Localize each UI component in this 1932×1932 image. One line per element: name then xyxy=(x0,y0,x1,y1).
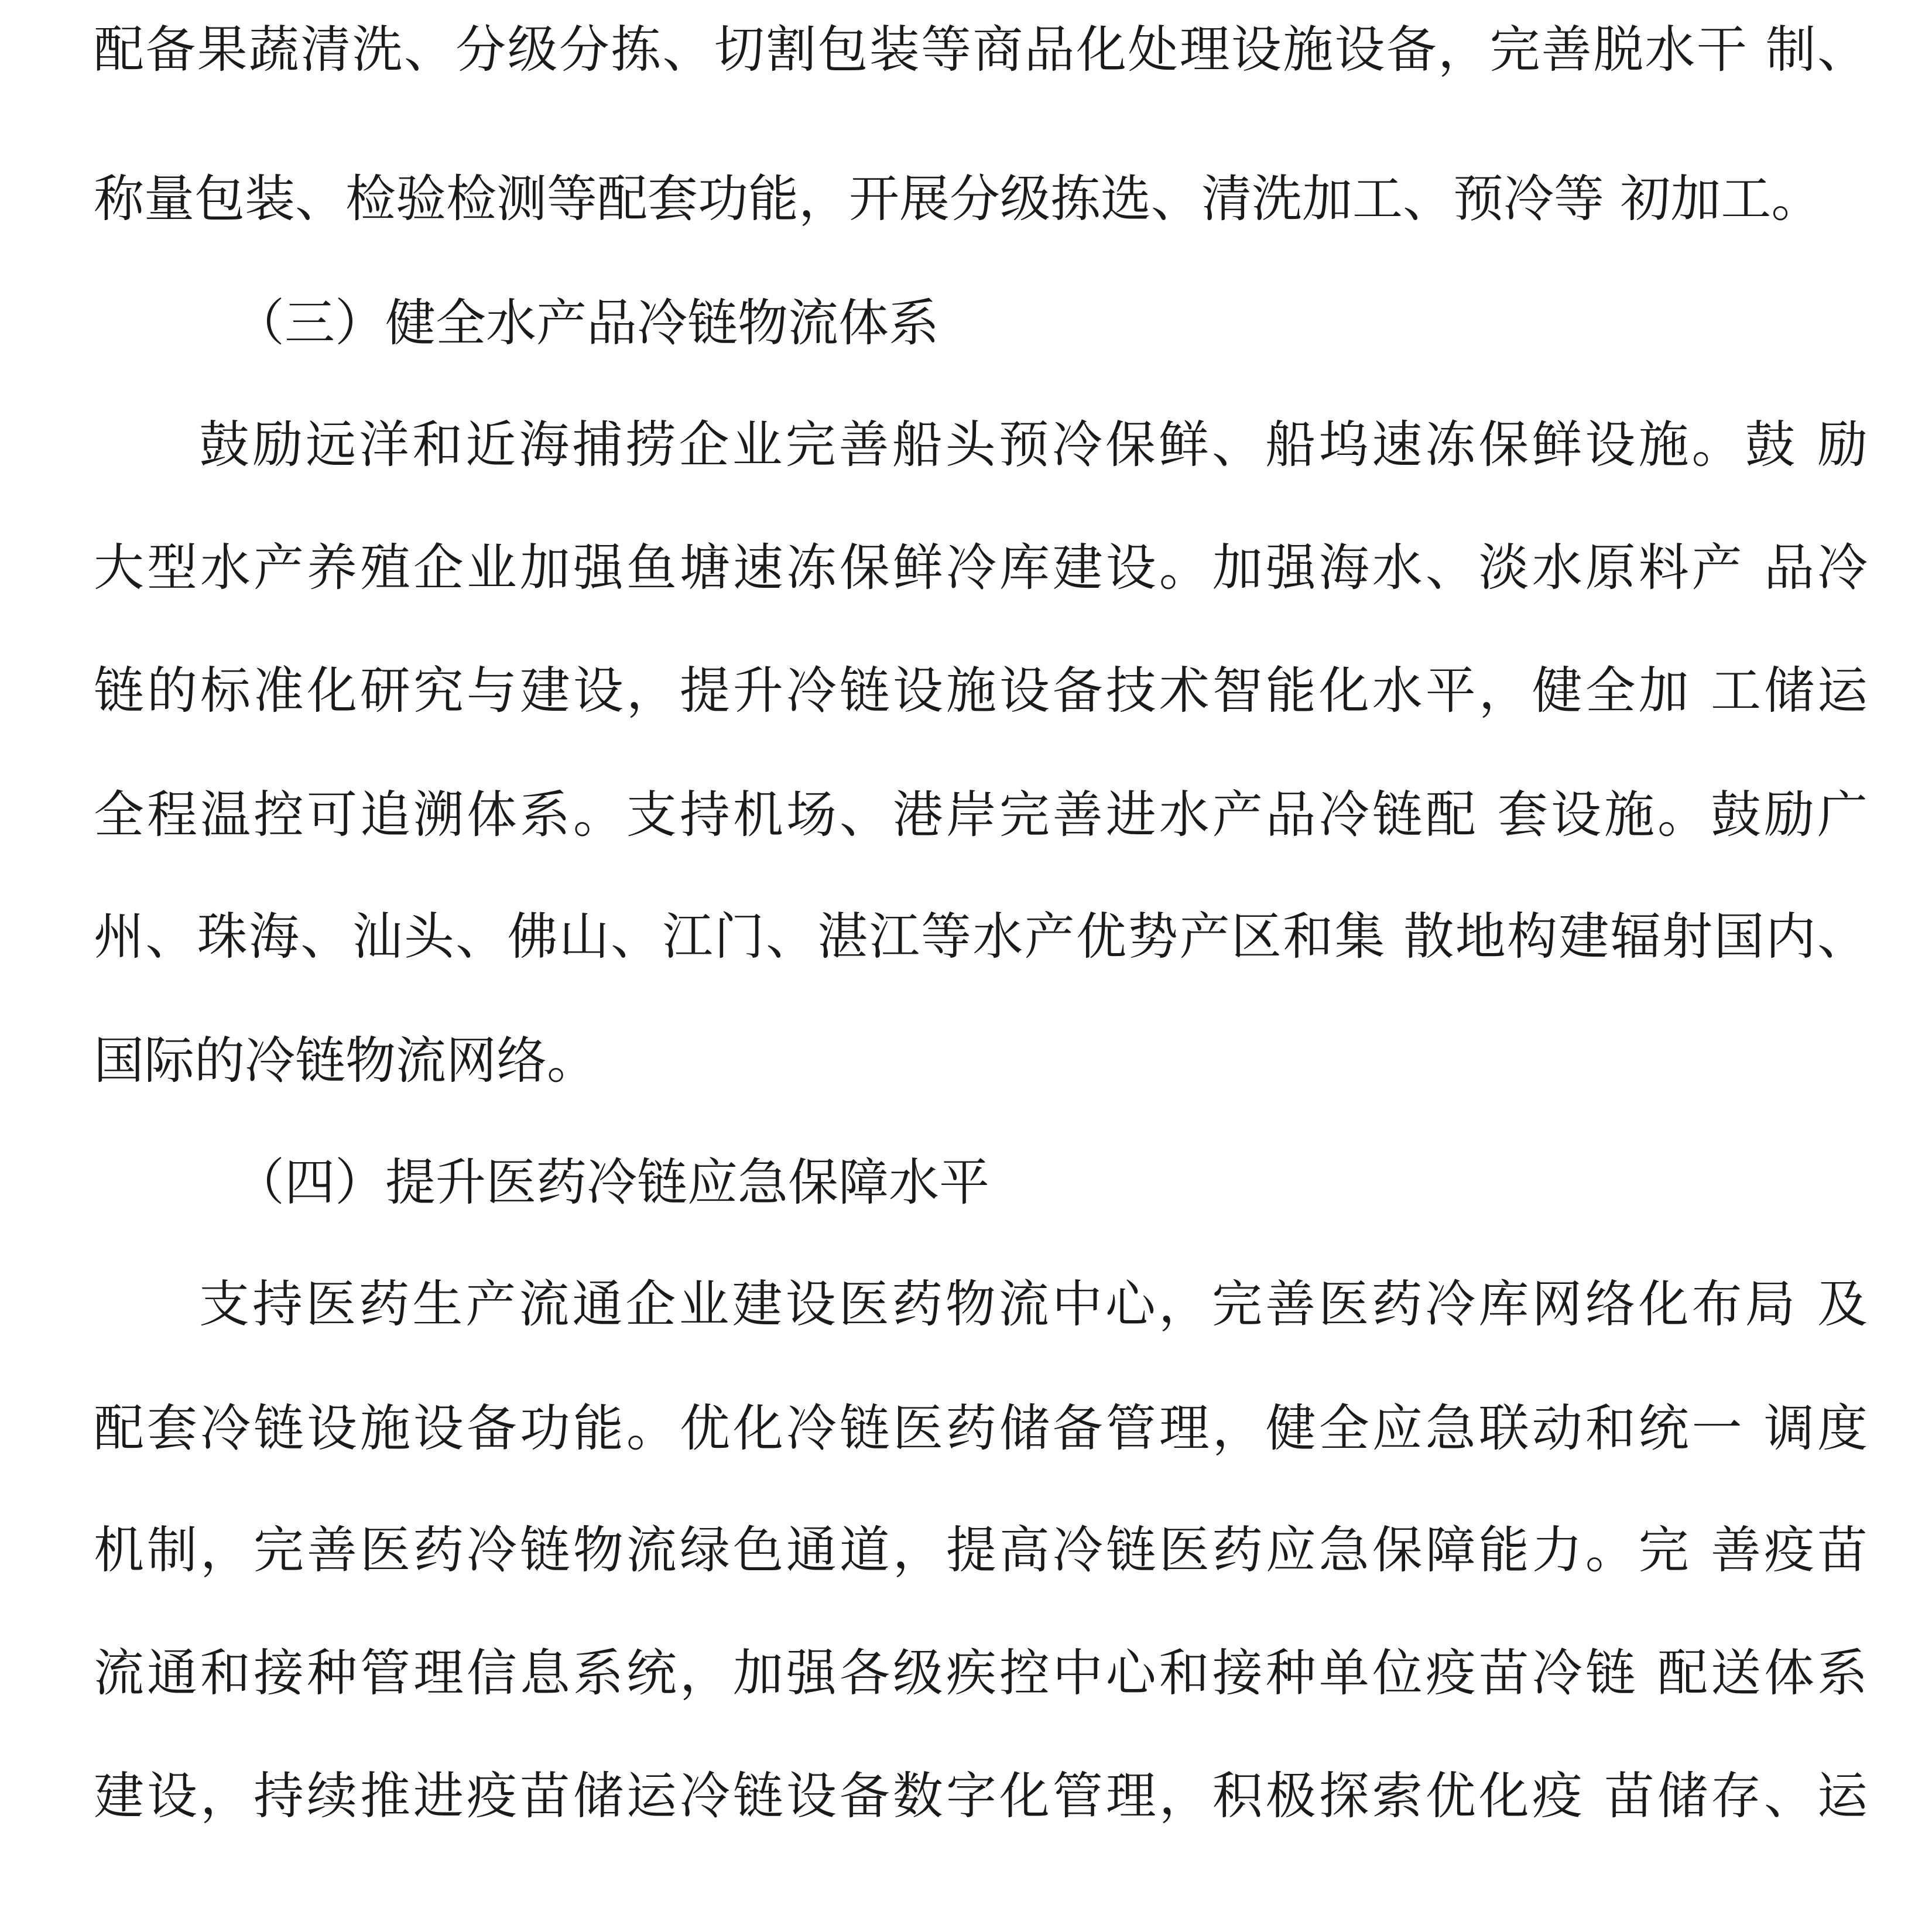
body-text-line: 称量包装、检验检测等配套功能，开展分级拣选、清洗加工、预冷等 初加工。 xyxy=(94,170,1822,228)
body-text-line: 全程温控可追溯体系。支持机场、港岸完善进水产品冷链配 套设施。鼓励广 xyxy=(94,786,1868,844)
body-text-line: 州、珠海、汕头、佛山、江门、湛江等水产优势产区和集 散地构建辐射国内、 xyxy=(94,907,1868,966)
section-heading-3: （三）健全水产品冷链物流体系 xyxy=(234,294,939,352)
paragraph-last-line: 国际的冷链物流网络。 xyxy=(94,1032,597,1090)
body-text-line: 机制，完善医药冷链物流绿色通道，提高冷链医药应急保障能力。完 善疫苗 xyxy=(94,1521,1868,1580)
body-text-line: 建设，持续推进疫苗储运冷链设备数字化管理，积极探索优化疫 苗储存、运 xyxy=(94,1767,1868,1825)
body-text-line: 配备果蔬清洗、分级分拣、切割包装等商品化处理设施设备，完善脱水干 制、 xyxy=(94,20,1868,79)
section-heading-4: （四）提升医药冷链应急保障水平 xyxy=(234,1153,989,1212)
body-text-line: 流通和接种管理信息系统，加强各级疾控中心和接种单位疫苗冷链 配送体系 xyxy=(94,1644,1868,1703)
body-text-line: 大型水产养殖企业加强鱼塘速冻保鲜冷库建设。加强海水、淡水原料产 品冷 xyxy=(94,539,1868,597)
body-text-line: 配套冷链设施设备功能。优化冷链医药储备管理，健全应急联动和统一 调度 xyxy=(94,1399,1868,1458)
paragraph-first-line: 支持医药生产流通企业建设医药物流中心，完善医药冷库网络化布局 及 xyxy=(199,1275,1868,1334)
body-text-line: 链的标准化研究与建设，提升冷链设施设备技术智能化水平，健全加 工储运 xyxy=(94,662,1868,720)
paragraph-first-line: 鼓励远洋和近海捕捞企业完善船头预冷保鲜、船坞速冻保鲜设施。鼓 励 xyxy=(199,416,1868,474)
